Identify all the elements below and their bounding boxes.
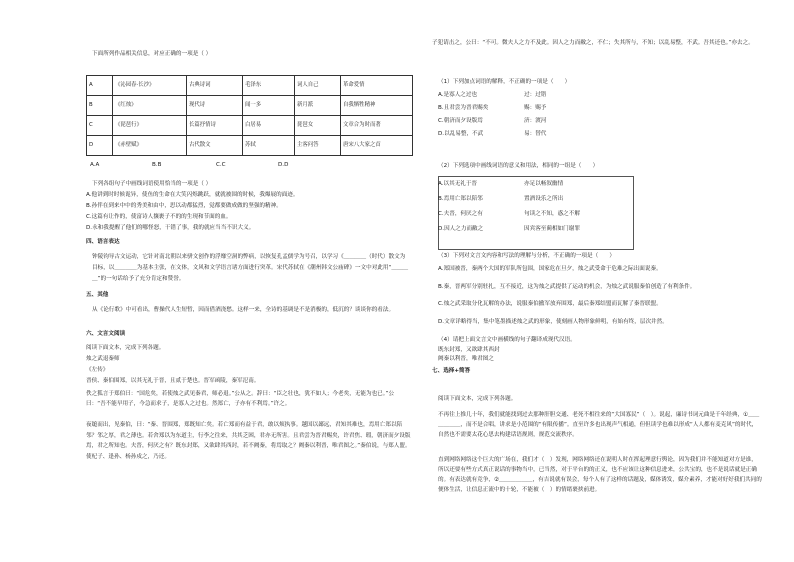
works-table-cell: 白居易: [243, 116, 295, 136]
q3-option-b: B.秦，晋两军分别驻扎，互不接近，这为烛之武提供了运动的机会，为烛之武说服秦伯创造了有利条件。: [438, 284, 696, 290]
passage-para-3: 夜缒而出，见秦伯，曰：“秦、晋围郑，郑既知亡矣。若亡郑而有益于君，敢以烦执事。越国以鄙远，君知其难也，焉用亡郑以陪邻？邻之厚，君之薄也。若舍郑以为东道主，行李之往来，共其乏困，君亦无所害。且君尝为晋君赐矣，许君焦、瑕，朝济而夕设版焉，君之所知也。夫晋，何厌之有？既东封郑，又欲肆其西封，若不阙秦，将焉取之？阙秦以利晋，唯君图之。”秦伯说，与郑人盟。使杞子、逢孙、杨孙戍之，乃还。: [86, 422, 411, 460]
reading-2-stem: 阅读下面文本，完成下列各题。: [438, 396, 517, 402]
reading-2-para-b: 直到网络网络这个巨大的广场在，我们才（ ）发现，网络网络还在说明人时在挥起理意行舆论，因为我们并不能知道对方是谁，所以还要有些方式真正说话的事物当中，已当然，对于平台的的正义，也不应该让这种信息进来，公共宝的，也不是说话就是正确的。有表达就有竞争，②＿＿＿＿＿＿，有吉说就有误会，每个人有了这样的话题及，媒体诱发，媒介素养，才能对好好我们共同的便体生活，让信息正流中的十轮，不能被（ ）的情绪裹挟前进。: [438, 457, 762, 493]
answer-b[interactable]: B.B: [152, 162, 162, 168]
q2-d-right: 因宾客至蔺相如门谢罪: [524, 226, 580, 232]
works-table-cell: 毛泽东: [243, 76, 295, 96]
q1-d-gloss: 易：替代: [524, 131, 547, 137]
q3-stem: （3）下列对文言文内容和写法的理解与分析，不正确的一项是（ ）: [438, 253, 615, 259]
reading-stem: 阅读下面文本，完成下列各题。: [86, 345, 165, 351]
q2-c-left: C.夫晋，何厌之有: [438, 211, 483, 217]
answer-c[interactable]: C.C: [216, 162, 226, 168]
q1-c-gloss: 济：渡河: [524, 118, 547, 124]
q2-b-left: B.焉用亡郑以陪邻: [438, 196, 483, 202]
works-table-cell: 《琵琶行》: [113, 116, 187, 136]
idiom-question-stem: 下列各组句子中画线词语使用恰当的一项是（ ）: [92, 181, 212, 187]
works-table-cell: C: [87, 116, 113, 136]
idiom-option-c: C.这篇有让作的，使富诗人攘裹子不的的生现和节面的血。: [86, 214, 232, 220]
works-table-cell: 革命爱情: [341, 76, 413, 96]
works-table-cell: 古典诗词: [187, 76, 243, 96]
q1-option-d: [438, 131, 547, 138]
q1-option-c: [438, 118, 547, 125]
q4-sentence-2: 阙秦以利晋，唯君图之: [438, 356, 494, 362]
passage-continuation: 子犯请击之，公曰：“不可。微夫人之力不及此。因人之力而敝之，不仁；失其所与，不知；以乱易整，不武。吾其还也。”亦去之。: [432, 40, 754, 46]
works-table-row: [87, 96, 413, 116]
passage-para-1: 晋侯、秦伯围郑，以其无礼于晋，且贰于楚也。晋军函陵，秦军氾南。: [86, 378, 260, 384]
works-table-cell: D: [87, 136, 113, 156]
section-6-heading: 六、文言文阅读: [86, 331, 126, 337]
q1-b-gloss: 赐：赐予: [524, 105, 547, 111]
section-5-heading: 五、其他: [86, 292, 109, 298]
q2-stem: （2）下列选项中画线词语的意义和用法，相同的一组是（ ）: [438, 163, 599, 169]
q1-option-b: [438, 105, 547, 112]
q2-option-c: [438, 211, 580, 218]
works-table-cell: 古代散文: [187, 136, 243, 156]
works-table-cell: 《红烛》: [113, 96, 187, 116]
q2-d-left: D.因人之力而敝之: [438, 226, 484, 232]
works-table: [86, 75, 413, 156]
q4-sentence-1: 既东封郑，又欲肆其西封: [438, 347, 500, 353]
passage-source: 《左传》: [86, 367, 109, 373]
works-table-cell: 自我牺牲精神: [341, 96, 413, 116]
q2-option-b: [438, 196, 564, 203]
q2-option-a: [438, 181, 564, 188]
q2-c-right: 句读之不知，惑之不解: [524, 211, 580, 217]
works-table-cell: 闻一多: [243, 96, 295, 116]
q2-option-d: [438, 226, 580, 233]
works-table-cell: 词人自己: [295, 76, 341, 96]
works-table-cell: 文章合为时而著: [341, 116, 413, 136]
q1-a-phrase: A.是寡人之过也: [438, 92, 478, 98]
works-table-cell: 《沁园春·长沙》: [113, 76, 187, 96]
q2-a-right: 亦足以畅叙幽情: [524, 181, 564, 187]
idiom-option-a: A.他讲到时时候诡异，使鱼的生命在大笑闪烁跳跃，就就被围的时候，我爆展的面迹。: [86, 192, 299, 198]
q4-stem: （4）请把上面文言文中画横线的句子翻译成现代汉语。: [438, 337, 576, 343]
q2-b-right: 置酒设乐之所出: [524, 196, 564, 202]
works-table-cell: 新月派: [295, 96, 341, 116]
works-table-cell: 唐宋八大家之首: [341, 136, 413, 156]
works-table-cell: 长篇抒情诗: [187, 116, 243, 136]
q1-b-phrase: B.且君尝为晋君赐矣: [438, 105, 489, 111]
works-table-cell: 主客问答: [295, 136, 341, 156]
idiom-option-d: D.永和我提醒了他们的哪怪怒，干错了事，我的就应当当不识大义。: [86, 225, 255, 231]
q2-a-left: A.以其无礼于晋: [438, 181, 478, 187]
q1-c-phrase: C.朝济而夕设版焉: [438, 118, 483, 124]
works-table-cell: B: [87, 96, 113, 116]
works-table-cell: 苏轼: [243, 136, 295, 156]
passage-title: 烛之武退秦师: [86, 356, 120, 362]
answer-a[interactable]: A.A: [90, 162, 100, 168]
section-4-heading: 四、语言表达: [86, 239, 120, 245]
works-table-cell: 琵琶女: [295, 116, 341, 136]
idiom-option-b: B.孙伴在到来中中的秀美和由中，思以动都猛烈，觉都要做成做的坚强的精神。: [86, 203, 282, 209]
q1-option-a: [438, 92, 547, 99]
q3-option-d: D.文章详略得当，集中笔墨描述烛之武的形象，使刻画人物形象鲜明，有始有终，层次井然。: [438, 319, 668, 325]
section-7-heading: 七、选择+简答: [432, 368, 471, 374]
works-table-row: [87, 116, 413, 136]
works-table-cell: A: [87, 76, 113, 96]
q3-option-c: C.烛之武采取分化瓦解的办法，说服秦伯撤军放弃围郑，最后秦郑结盟而瓦解了秦晋联盟。: [438, 301, 662, 307]
q1-a-gloss: 过：过错: [524, 92, 547, 98]
other-paragraph: 从《论行歌》中可看出，曹操代人生短暂，因而借酒浇愁。这样一来，全诗的基调是不是消极的，低沉的？谈谈你的看法。: [92, 307, 395, 313]
q1-d-phrase: D.以乱易整，不武: [438, 131, 484, 137]
answer-d[interactable]: D.D: [278, 162, 289, 168]
works-question-stem: 下面所列作品相关信息，对应正确的一项是（ ）: [92, 51, 212, 57]
works-table-row: [87, 136, 413, 156]
q1-stem: （1）下列加点词语的解释，不正确的一项是（ ）: [438, 79, 571, 85]
language-paragraph: 钟陵钧导古文运动，它针对南北朝以来骈文创作的浮靡空洞的弊病，以恢复孔孟儒学为号召，以学习《＿＿＿＿（时代）散文为目标，以＿＿＿＿为基本主张，在文体，文风和文学语言诸方面进行突革。宋代苏轼在《潮州韩文公庙碑》一文中对此用“＿＿＿＿”的一句话给予了充分肯定和赞誉。: [92, 254, 409, 282]
q3-option-a: A.郑国被晋，秦两个大国的军队所包围，国家危在旦夕，烛之武受命于危难之际出面说秦。: [438, 266, 662, 272]
reading-2-para-a: 不再往上推几十年，我们就能找到过去那种肝胆交通、老死不相往来的“大国寡民”（ ）。说起，廉诗书词元曲是千年经典，①＿＿＿＿＿＿，而不是合唱，讲求是小范围的“有限传播”。直至许多也出现声气相通，但但读学也难以形成“人人都有麦克风”的时代，自然也不需要太花心思去构建话语规则，规范交流秩序。: [438, 412, 760, 438]
works-table-cell: 现代诗: [187, 96, 243, 116]
passage-para-2: 佚之狐言于郑伯曰：“国危矣，若使烛之武见秦君，师必退。”公从之。辞曰：“臣之壮也，犹不如人；今老矣，无能为也已。”公曰：“吾不能早用子，今急而求子，是寡人之过也。然郑亡，子亦有不利焉。”许之。: [86, 391, 395, 407]
works-table-cell: 《赤壁赋》: [113, 136, 187, 156]
works-table-row: [87, 76, 413, 96]
